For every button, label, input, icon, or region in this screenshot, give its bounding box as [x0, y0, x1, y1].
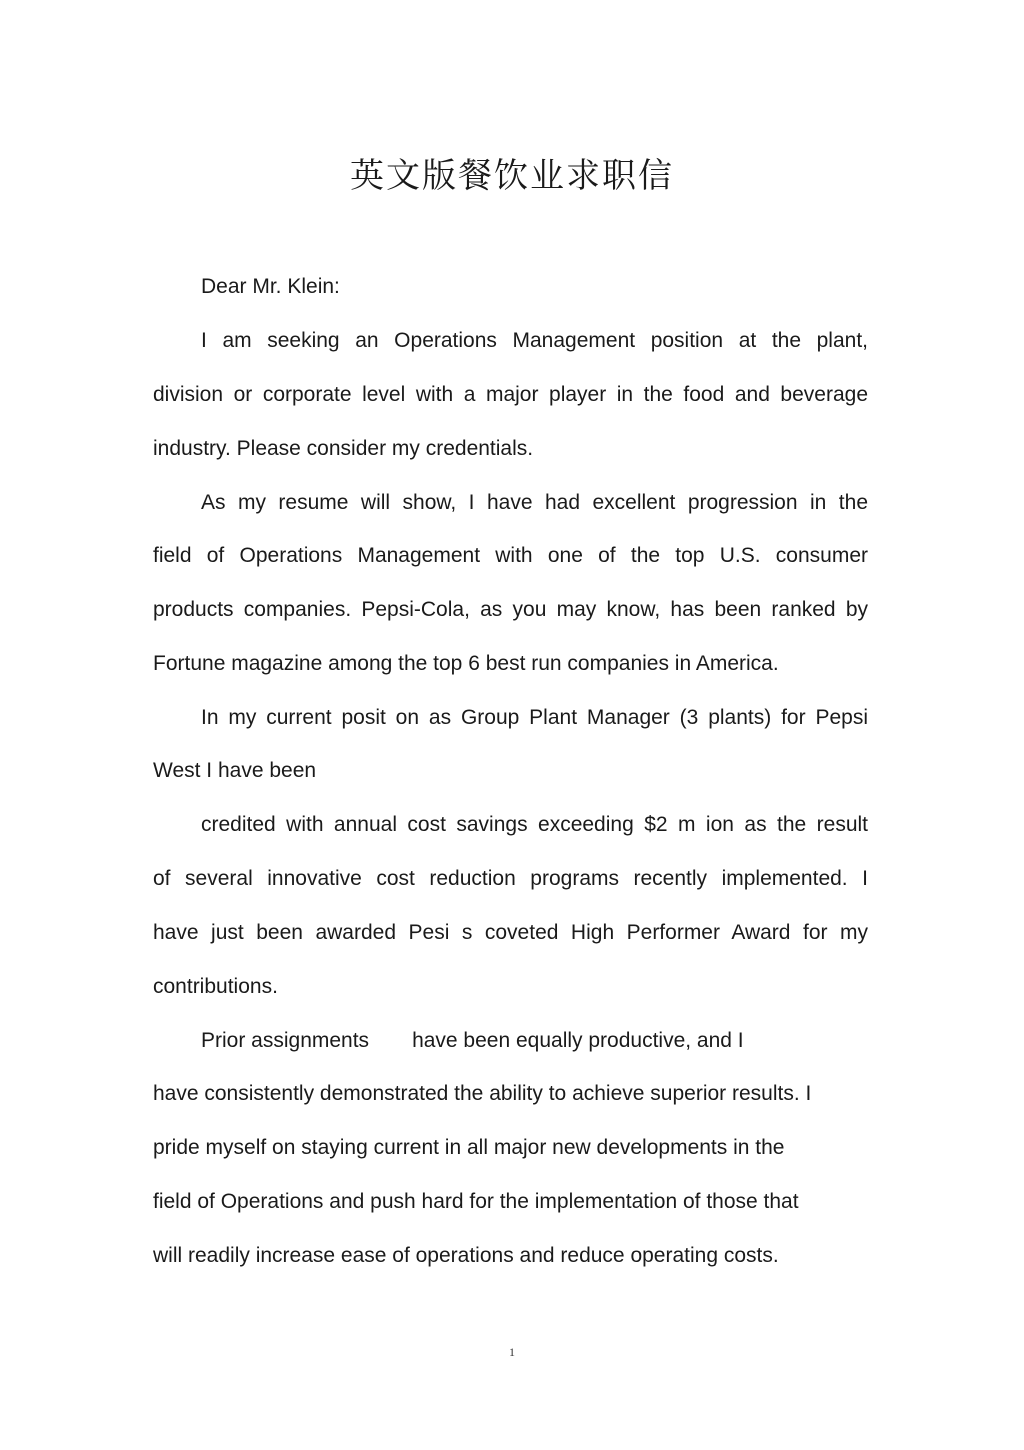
body-line: of several innovative cost reduction programs recently implemented. I — [153, 867, 868, 890]
body-line: have just been awarded Pesi s coveted High Performer Award for my — [153, 921, 868, 944]
body-line: field of Operations Management with one of the top U.S. consumer — [153, 544, 868, 567]
body-line: West I have been — [153, 759, 317, 782]
body-line-segment: Prior assignments — [201, 1029, 370, 1052]
salutation: Dear Mr. Klein: — [201, 275, 340, 298]
body-line: In my current posit on as Group Plant Manager (3 plants) for Pepsi — [201, 706, 868, 729]
body-line: pride myself on staying current in all major new developments in the — [153, 1136, 785, 1159]
body-line: division or corporate level with a major player in the food and beverage — [153, 383, 868, 406]
body-line: As my resume will show, I have had excellent progression in the — [201, 491, 868, 514]
body-line: Fortune magazine among the top 6 best run companies in America. — [153, 652, 779, 675]
body-line: products companies. Pepsi-Cola, as you may know, has been ranked by — [153, 598, 868, 621]
body-line — [201, 1027, 744, 1055]
document-title: 英文版餐饮业求职信 — [350, 156, 674, 196]
body-line: I am seeking an Operations Management position at the plant, — [201, 329, 868, 352]
body-line: have consistently demonstrated the ability to achieve superior results. I — [153, 1082, 812, 1105]
body-line: credited with annual cost savings exceeding $2 m ion as the result — [201, 813, 868, 836]
body-line: field of Operations and push hard for the implementation of those that — [153, 1190, 799, 1213]
page-number: 1 — [509, 1345, 515, 1359]
body-line: industry. Please consider my credentials. — [153, 437, 534, 460]
body-line: contributions. — [153, 975, 278, 998]
body-line-segment: have been equally productive, and I — [412, 1029, 744, 1052]
body-line: will readily increase ease of operations and reduce operating costs. — [153, 1244, 779, 1267]
